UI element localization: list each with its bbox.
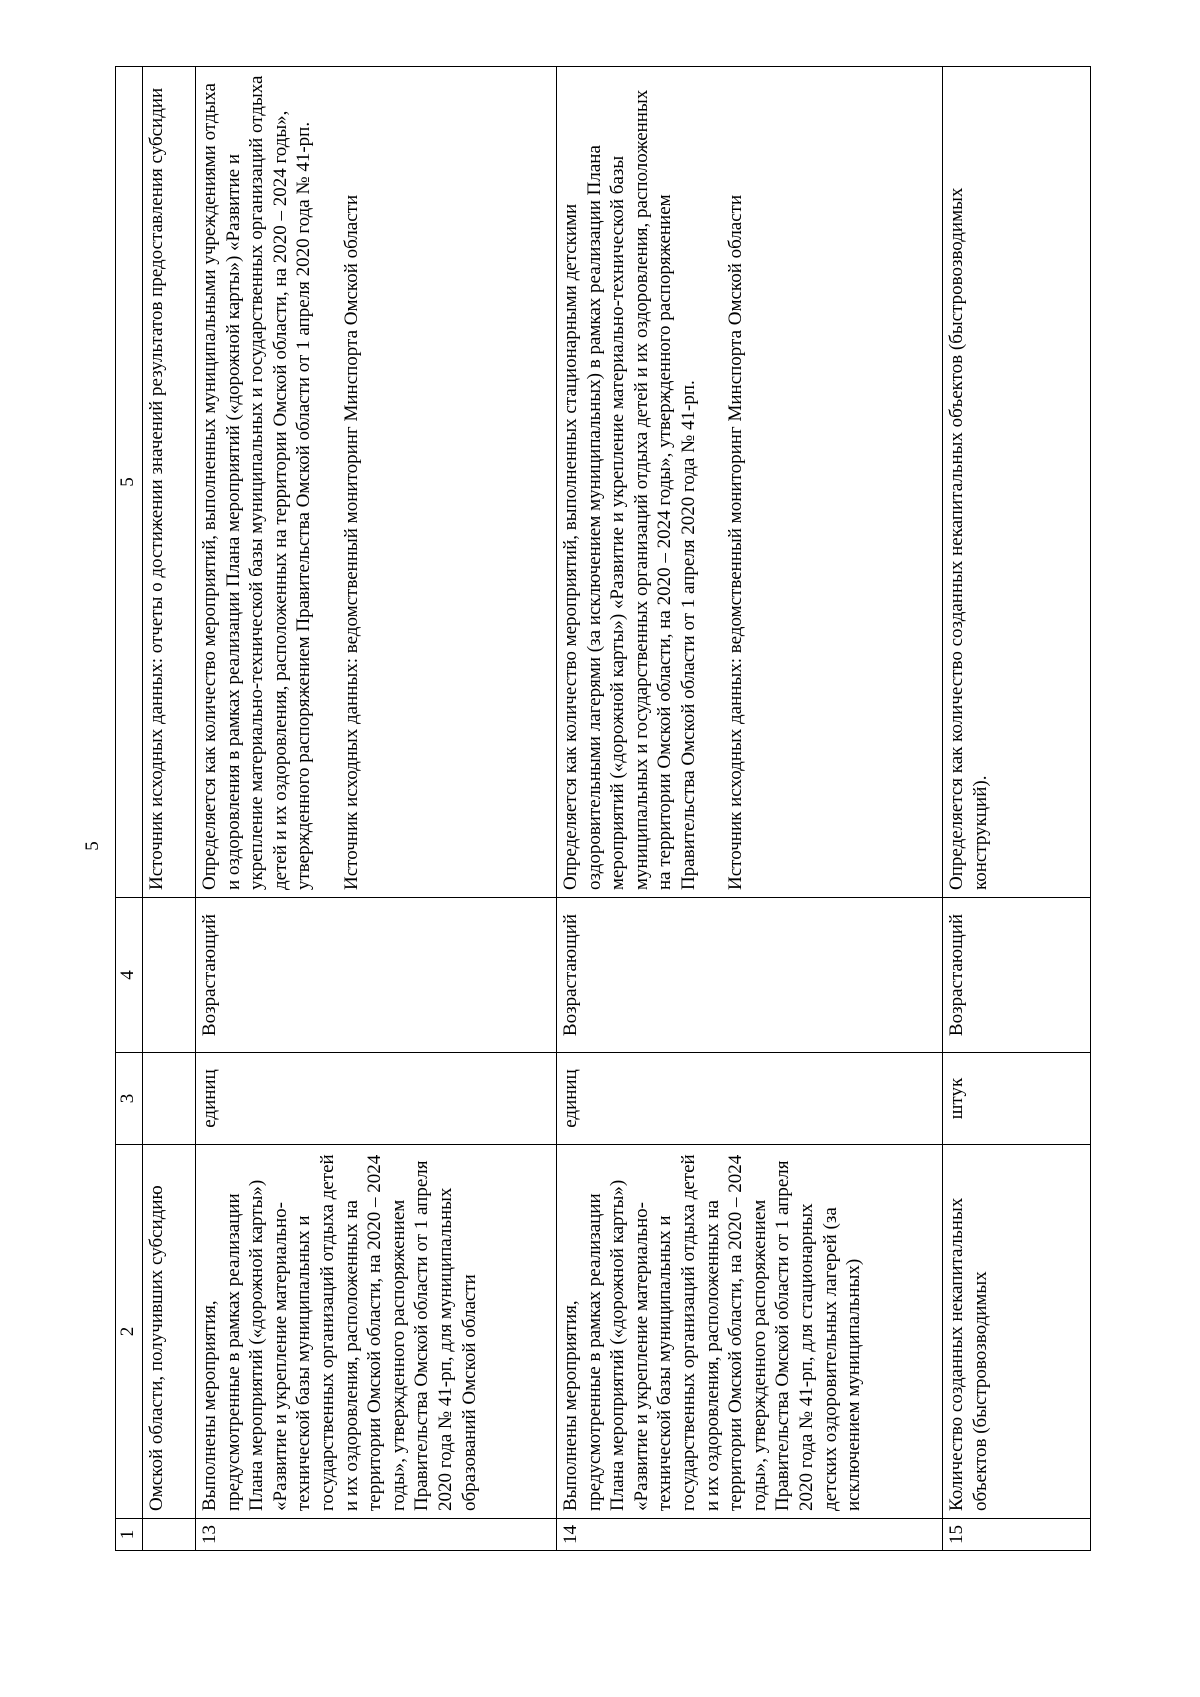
header-col-5: 5 [116,67,143,898]
method-paragraph: Определяется как количество мероприятий, выполненных стационарными детскими оздоровительными лагерями (за исключением муниципальных) в рамках реализации Плана мероприятий («дорожной карты») «Развитие и укрепление материально-технической базы муниципальных и государственных организаций отдыха детей и их оздоровления, расположенных на территории Омской области, на 2020 – 2024 годы», утвержденного распоряжением Правительства Омской области от 1 апреля 2020 года № 41-рп. [560,89,699,890]
indicators-table [115,66,1091,1551]
calculation-method [943,67,1091,898]
trend [143,898,196,1053]
indicator-name: Выполнены мероприятия, предусмотренные в рамках реализации Плана мероприятий («дорожной карты») «Развитие и укрепление материально-технической базы муниципальных и государственных организаций отдыха детей и их оздоровления, расположенных на территории Омской области, на 2020 – 2024 годы», утвержденного распоряжением Правительства Омской области от 1 апреля 2020 года № 41-рп, для муниципальных образований Омской области [196,1145,557,1519]
header-col-3: 3 [116,1053,143,1145]
row-number: 15 [943,1519,1091,1551]
calculation-method [557,67,943,898]
row-number [143,1519,196,1551]
method-paragraph: Источник исходных данных: отчеты о достижении значений результатов предоставления субсидии [146,87,167,890]
trend: Возрастающий [943,898,1091,1053]
method-source-paragraph: Источник исходных данных: ведомственный мониторинг Минспорта Омской области [725,194,747,890]
table-row [196,67,557,1551]
trend: Возрастающий [196,898,557,1053]
table-header-row [116,67,143,1551]
table-row [943,67,1091,1551]
table-row [143,67,196,1551]
method-paragraph: Определяется как количество мероприятий, выполненных муниципальными учреждениями отдыха и оздоровления в рамках реализации Плана мероприятий («дорожной карты») «Развитие и укрепление материально-технической базы муниципальных и государственных организаций отдыха детей и их оздоровления, расположенных на территории Омской области, на 2020 – 2024 годы», утвержденного распоряжением Правительства Омской области от 1 апреля 2020 года № 41-рп. [199,75,315,890]
row-number: 13 [196,1519,557,1551]
page-number: 5 [82,841,103,851]
indicator-name: Количество созданных некапитальных объектов (быстровозводимых [943,1145,1091,1519]
header-col-1: 1 [116,1519,143,1551]
calculation-method [196,67,557,898]
calculation-method [143,67,196,898]
table-row [557,67,943,1551]
row-number: 14 [557,1519,943,1551]
trend: Возрастающий [557,898,943,1053]
method-source-paragraph: Источник исходных данных: ведомственный мониторинг Минспорта Омской области [340,194,362,890]
indicator-name: Омской области, получивших субсидию [143,1145,196,1519]
unit-of-measure: единиц [557,1053,943,1145]
unit-of-measure: штук [943,1053,1091,1145]
indicators-table-container [115,67,1091,1551]
header-col-4: 4 [116,898,143,1053]
method-paragraph: Определяется как количество созданных некапитальных объектов (быстровозводимых конструкций). [946,187,991,890]
indicator-name: Выполнены мероприятия, предусмотренные в рамках реализации Плана мероприятий («дорожной карты») «Развитие и укрепление материально-технической базы муниципальных и государственных организаций отдыха детей и их оздоровления, расположенных на территории Омской области, на 2020 – 2024 годы», утвержденного распоряжением Правительства Омской области от 1 апреля 2020 года № 41-рп, для стационарных детских оздоровительных лагерей (за исключением муниципальных) [557,1145,943,1519]
unit-of-measure: единиц [196,1053,557,1145]
header-col-2: 2 [116,1145,143,1519]
unit-of-measure [143,1053,196,1145]
